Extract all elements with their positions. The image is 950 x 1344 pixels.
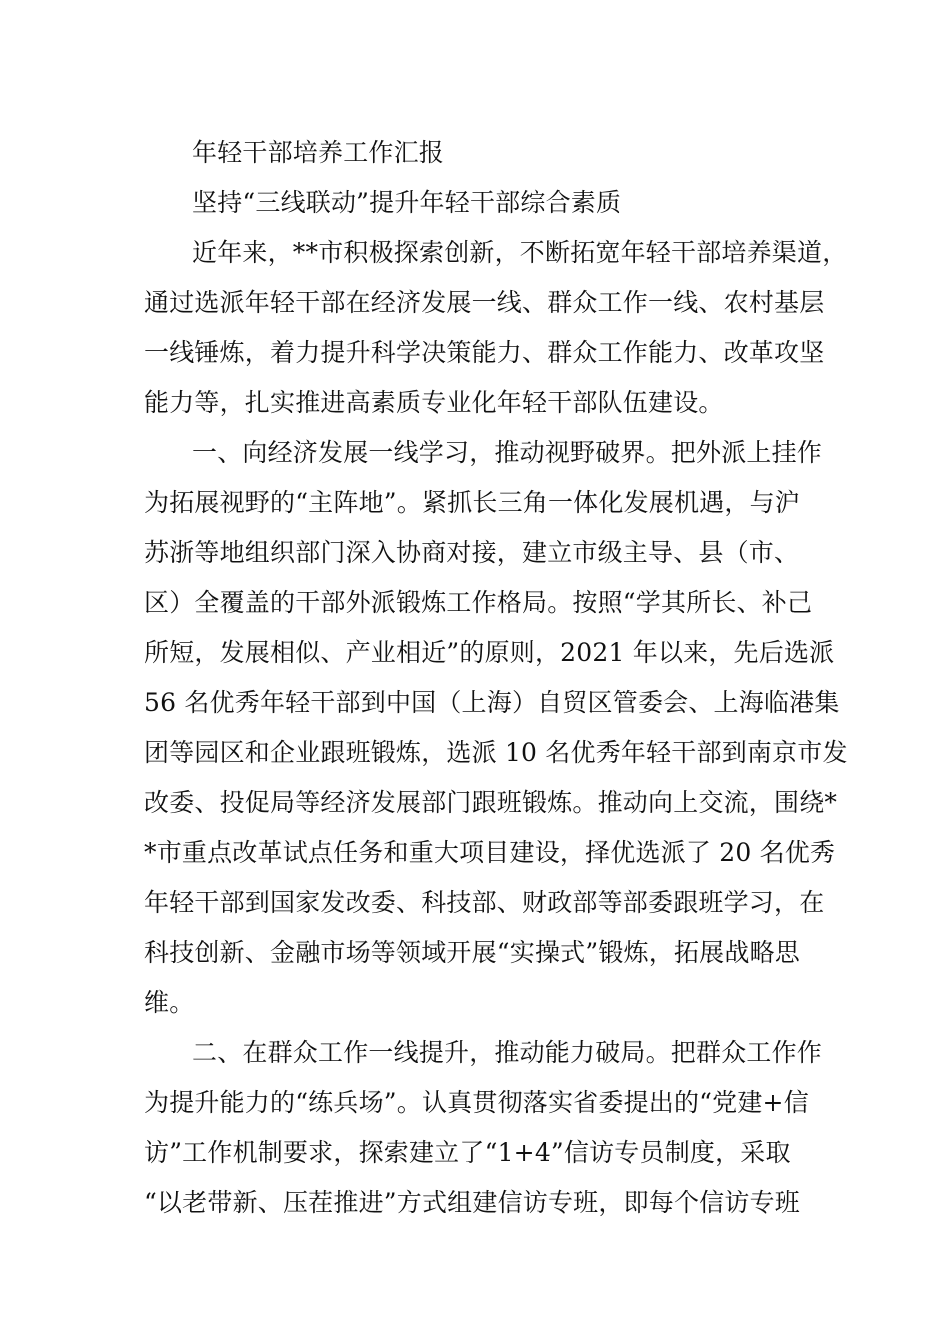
paragraph-line: 56 名优秀年轻干部到中国（上海）自贸区管委会、上海临港集 — [144, 688, 840, 717]
document-title: 年轻干部培养工作汇报 — [192, 138, 445, 167]
paragraph-line: 访”工作机制要求，探索建立了“1+4”信访专员制度，采取 — [144, 1138, 791, 1167]
paragraph-line: “以老带新、压茬推进”方式组建信访专班，即每个信访专班 — [144, 1188, 800, 1217]
paragraph-line: 通过选派年轻干部在经济发展一线、群众工作一线、农村基层 — [144, 288, 825, 317]
paragraph-section-two — [144, 1028, 823, 1228]
paragraph-intro — [144, 228, 848, 428]
paragraph-line: 团等园区和企业跟班锻炼，选派 10 名优秀年轻干部到南京市发 — [144, 738, 848, 767]
paragraph-line: 一线锤炼，着力提升科学决策能力、群众工作能力、改革攻坚 — [144, 338, 825, 367]
paragraph-line: 改委、投促局等经济发展部门跟班锻炼。推动向上交流，围绕* — [144, 788, 838, 817]
paragraph-line: 为提升能力的“练兵场”。认真贯彻落实省委提出的“党建+信 — [144, 1088, 809, 1117]
paragraph-line: 区）全覆盖的干部外派锻炼工作格局。按照“学其所长、补己 — [144, 588, 813, 617]
paragraph-line: 科技创新、金融市场等领域开展“实操式”锻炼，拓展战略思 — [144, 938, 800, 967]
paragraph-line: 所短，发展相似、产业相近”的原则，2021 年以来，先后选派 — [144, 638, 835, 667]
paragraph-line: 为拓展视野的“主阵地”。紧抓长三角一体化发展机遇，与沪 — [144, 488, 800, 517]
paragraph-line: 维。 — [144, 988, 195, 1017]
paragraph-section-one — [144, 428, 848, 1028]
paragraph-line: 二、在群众工作一线提升，推动能力破局。把群众工作作 — [192, 1038, 823, 1067]
paragraph-line: 一、向经济发展一线学习，推动视野破界。把外派上挂作 — [192, 438, 823, 467]
paragraph-line: 能力等，扎实推进高素质专业化年轻干部队伍建设。 — [144, 388, 724, 417]
paragraph-line: 苏浙等地组织部门深入协商对接，建立市级主导、县（市、 — [144, 538, 800, 567]
paragraph-line: 近年来，**市积极探索创新，不断拓宽年轻干部培养渠道， — [192, 238, 848, 267]
paragraph-line: *市重点改革试点任务和重大项目建设，择优选派了 20 名优秀 — [144, 838, 836, 867]
document-subtitle: 坚持“三线联动”提升年轻干部综合素质 — [192, 188, 622, 217]
paragraph-line: 年轻干部到国家发改委、科技部、财政部等部委跟班学习，在 — [144, 888, 825, 917]
document-body — [144, 128, 848, 1228]
